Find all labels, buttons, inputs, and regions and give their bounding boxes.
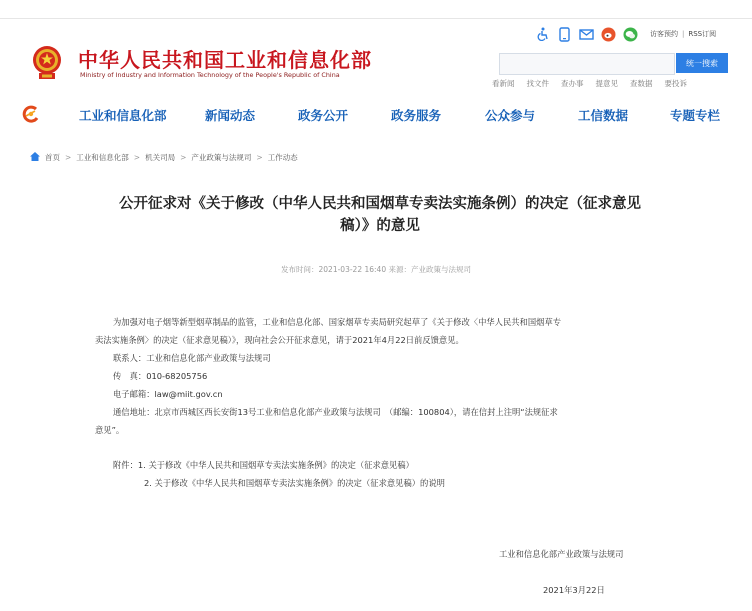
quick-link-files[interactable]: 找文件: [526, 79, 549, 88]
attachment-link-2[interactable]: 2. 关于修改《中华人民共和国烟草专卖法实施条例》的决定（征求意见稿）的说明: [144, 478, 445, 488]
nav-item-gov-info[interactable]: 政务公开: [298, 108, 349, 123]
top-links-separator: |: [682, 30, 685, 38]
paragraph-intro-line2: 卖法实施条例〉的决定（征求意见稿）》，现向社会公开征求意见，请于2021年4月22日前反馈意见。: [95, 335, 464, 345]
breadcrumb-departments[interactable]: 机关司局: [145, 153, 176, 162]
top-links: [650, 29, 716, 39]
nav-item-miit[interactable]: 工业和信息化部: [79, 108, 167, 123]
national-emblem-icon: [30, 44, 64, 82]
site-subtitle-en: Ministry of Industry and Information Technology of the People's Republic of China: [80, 71, 340, 79]
breadcrumb-sep: >: [65, 153, 72, 162]
weibo-icon[interactable]: [600, 26, 616, 42]
search-button[interactable]: 统一搜索: [676, 53, 728, 73]
breadcrumb-policy-dept[interactable]: 产业政策与法规司: [191, 153, 252, 162]
article-title: [90, 193, 670, 237]
breadcrumb-home[interactable]: 首页: [45, 153, 60, 162]
signature-date: 2021年3月22日: [543, 585, 605, 595]
quick-link-data[interactable]: 查数据: [630, 79, 653, 88]
quick-link-feedback[interactable]: 提意见: [595, 79, 618, 88]
rss-link[interactable]: RSS订阅: [688, 30, 717, 38]
signature-org: 工业和信息化部产业政策与法规司: [499, 549, 624, 559]
miit-logo-icon[interactable]: [22, 105, 40, 123]
site-title[interactable]: 中华人民共和国工业和信息化部: [78, 48, 372, 72]
mobile-icon[interactable]: [556, 26, 572, 42]
quick-link-complaint[interactable]: 要投诉: [664, 79, 687, 88]
article-title-line2: 稿）》的意见: [340, 218, 420, 234]
email-address[interactable]: 电子邮箱：law@miit.gov.cn: [113, 389, 223, 399]
mailing-address-line2: 意见”。: [95, 425, 125, 435]
fax-number: 传 真：010-68205756: [113, 371, 208, 381]
quick-link-news[interactable]: 看新闻: [492, 79, 515, 88]
home-icon[interactable]: [30, 152, 40, 163]
breadcrumb-work-news[interactable]: 工作动态: [267, 153, 298, 162]
quick-links: [492, 78, 687, 89]
top-icon-bar: [534, 24, 638, 44]
visitor-appointment-link[interactable]: 访客预约: [650, 30, 678, 38]
mailing-address-line1: 通信地址：北京市西城区西长安街13号工业和信息化部产业政策与法规司 （邮编：100804），请在信封上注明“法规征求: [113, 407, 558, 417]
nav-item-data[interactable]: 工信数据: [578, 108, 629, 123]
top-divider: [0, 18, 752, 19]
attachment-link-1[interactable]: 附件：1. 关于修改《中华人民共和国烟草专卖法实施条例》的决定（征求意见稿）: [113, 460, 414, 470]
contact-person: 联系人：工业和信息化部产业政策与法规司: [113, 353, 271, 363]
nav-item-services[interactable]: 政务服务: [391, 108, 442, 123]
breadcrumb-sep: >: [133, 153, 141, 162]
breadcrumb-sep: >: [180, 153, 187, 162]
nav-item-topics[interactable]: 专题专栏: [670, 108, 721, 123]
search-input[interactable]: [499, 53, 675, 75]
breadcrumb: [30, 152, 298, 163]
nav-item-news[interactable]: 新闻动态: [205, 108, 256, 123]
wechat-icon[interactable]: [622, 26, 638, 42]
article-meta: 发布时间：2021-03-22 16:40 来源：产业政策与法规司: [281, 265, 471, 274]
accessibility-icon[interactable]: [534, 26, 550, 42]
nav-item-participation[interactable]: 公众参与: [485, 108, 536, 123]
mail-icon[interactable]: [578, 26, 594, 42]
breadcrumb-sep: >: [256, 153, 263, 162]
article-title-line1: 公开征求对《关于修改（中华人民共和国烟草专卖法实施条例）的决定（征求意见: [119, 196, 641, 212]
breadcrumb-miit[interactable]: 工业和信息化部: [76, 153, 129, 162]
quick-link-services[interactable]: 查办事: [561, 79, 584, 88]
paragraph-intro-line1: 为加强对电子烟等新型烟草制品的监管，工业和信息化部、国家烟草专卖局研究起草了《关于修改〈中华人民共和国烟草专: [113, 317, 562, 327]
